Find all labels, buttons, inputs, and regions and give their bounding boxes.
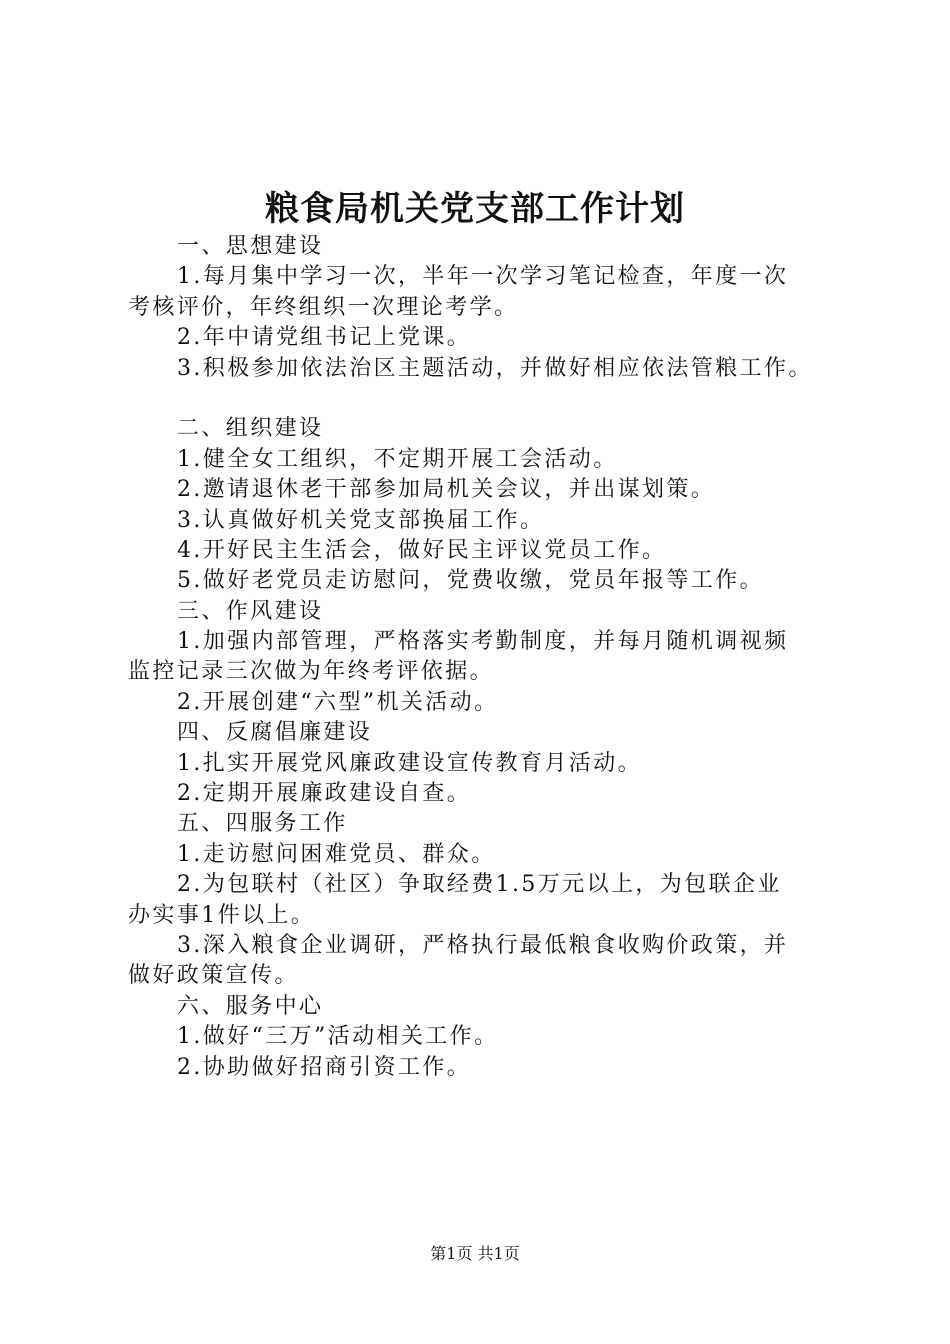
document-title: 粮食局机关党支部工作计划 [265,189,685,229]
section-heading-four-services: 五、四服务工作 [177,811,348,837]
section-heading-ideology: 一、思想建设 [177,234,324,259]
paragraph-line: 做好政策宣传。 [128,963,299,989]
paragraph-line: 1.每月集中学习一次，半年一次学习笔记检查，年度一次 [177,264,789,290]
paragraph-line: 2.开展创建“六型”机关活动。 [177,689,499,715]
paragraph-line: 1.走访慰问困难党员、群众。 [177,841,496,867]
paragraph-line: 2.协助做好招商引资工作。 [177,1054,472,1080]
paragraph-line: 1.做好“三万”活动相关工作。 [177,1024,499,1050]
paragraph-line: 5.做好老党员走访慰问，党费收缴，党员年报等工作。 [177,568,764,594]
paragraph-line: 1.加强内部管理，严格落实考勤制度，并每月随机调视频 [177,629,789,655]
section-heading-work-style: 三、作风建设 [177,598,324,624]
blank-line [128,384,848,414]
paragraph-line: 1.健全女工组织，不定期开展工会活动。 [177,446,618,472]
paragraph-line: 2.定期开展廉政建设自查。 [177,781,472,807]
document-body [128,232,848,1083]
paragraph-line: 考核评价，年终组织一次理论考学。 [128,294,519,320]
section-heading-service-center: 六、服务中心 [177,993,324,1019]
paragraph-line: 2.年中请党组书记上党课。 [177,325,472,351]
paragraph-line: 3.深入粮食企业调研，严格执行最低粮食收购价政策，并 [177,932,789,958]
paragraph-line: 3.积极参加依法治区主题活动，并做好相应依法管粮工作。 [177,355,813,381]
section-heading-anti-corruption: 四、反腐倡廉建设 [177,720,373,746]
paragraph-line: 2.为包联村（社区）争取经费1.5万元以上，为包联企业 [177,872,782,898]
paragraph-line: 2.邀请退休老干部参加局机关会议，并出谋划策。 [177,477,716,503]
paragraph-line: 监控记录三次做为年终考评依据。 [128,659,495,685]
paragraph-line: 3.认真做好机关党支部换届工作。 [177,507,545,533]
page-footer: 第1页 共1页 [430,1244,520,1263]
paragraph-line: 办实事1件以上。 [128,902,316,928]
section-heading-organization: 二、组织建设 [177,416,324,442]
paragraph-line: 4.开好民主生活会，做好民主评议党员工作。 [177,537,667,563]
paragraph-line: 1.扎实开展党风廉政建设宣传教育月活动。 [177,750,642,776]
